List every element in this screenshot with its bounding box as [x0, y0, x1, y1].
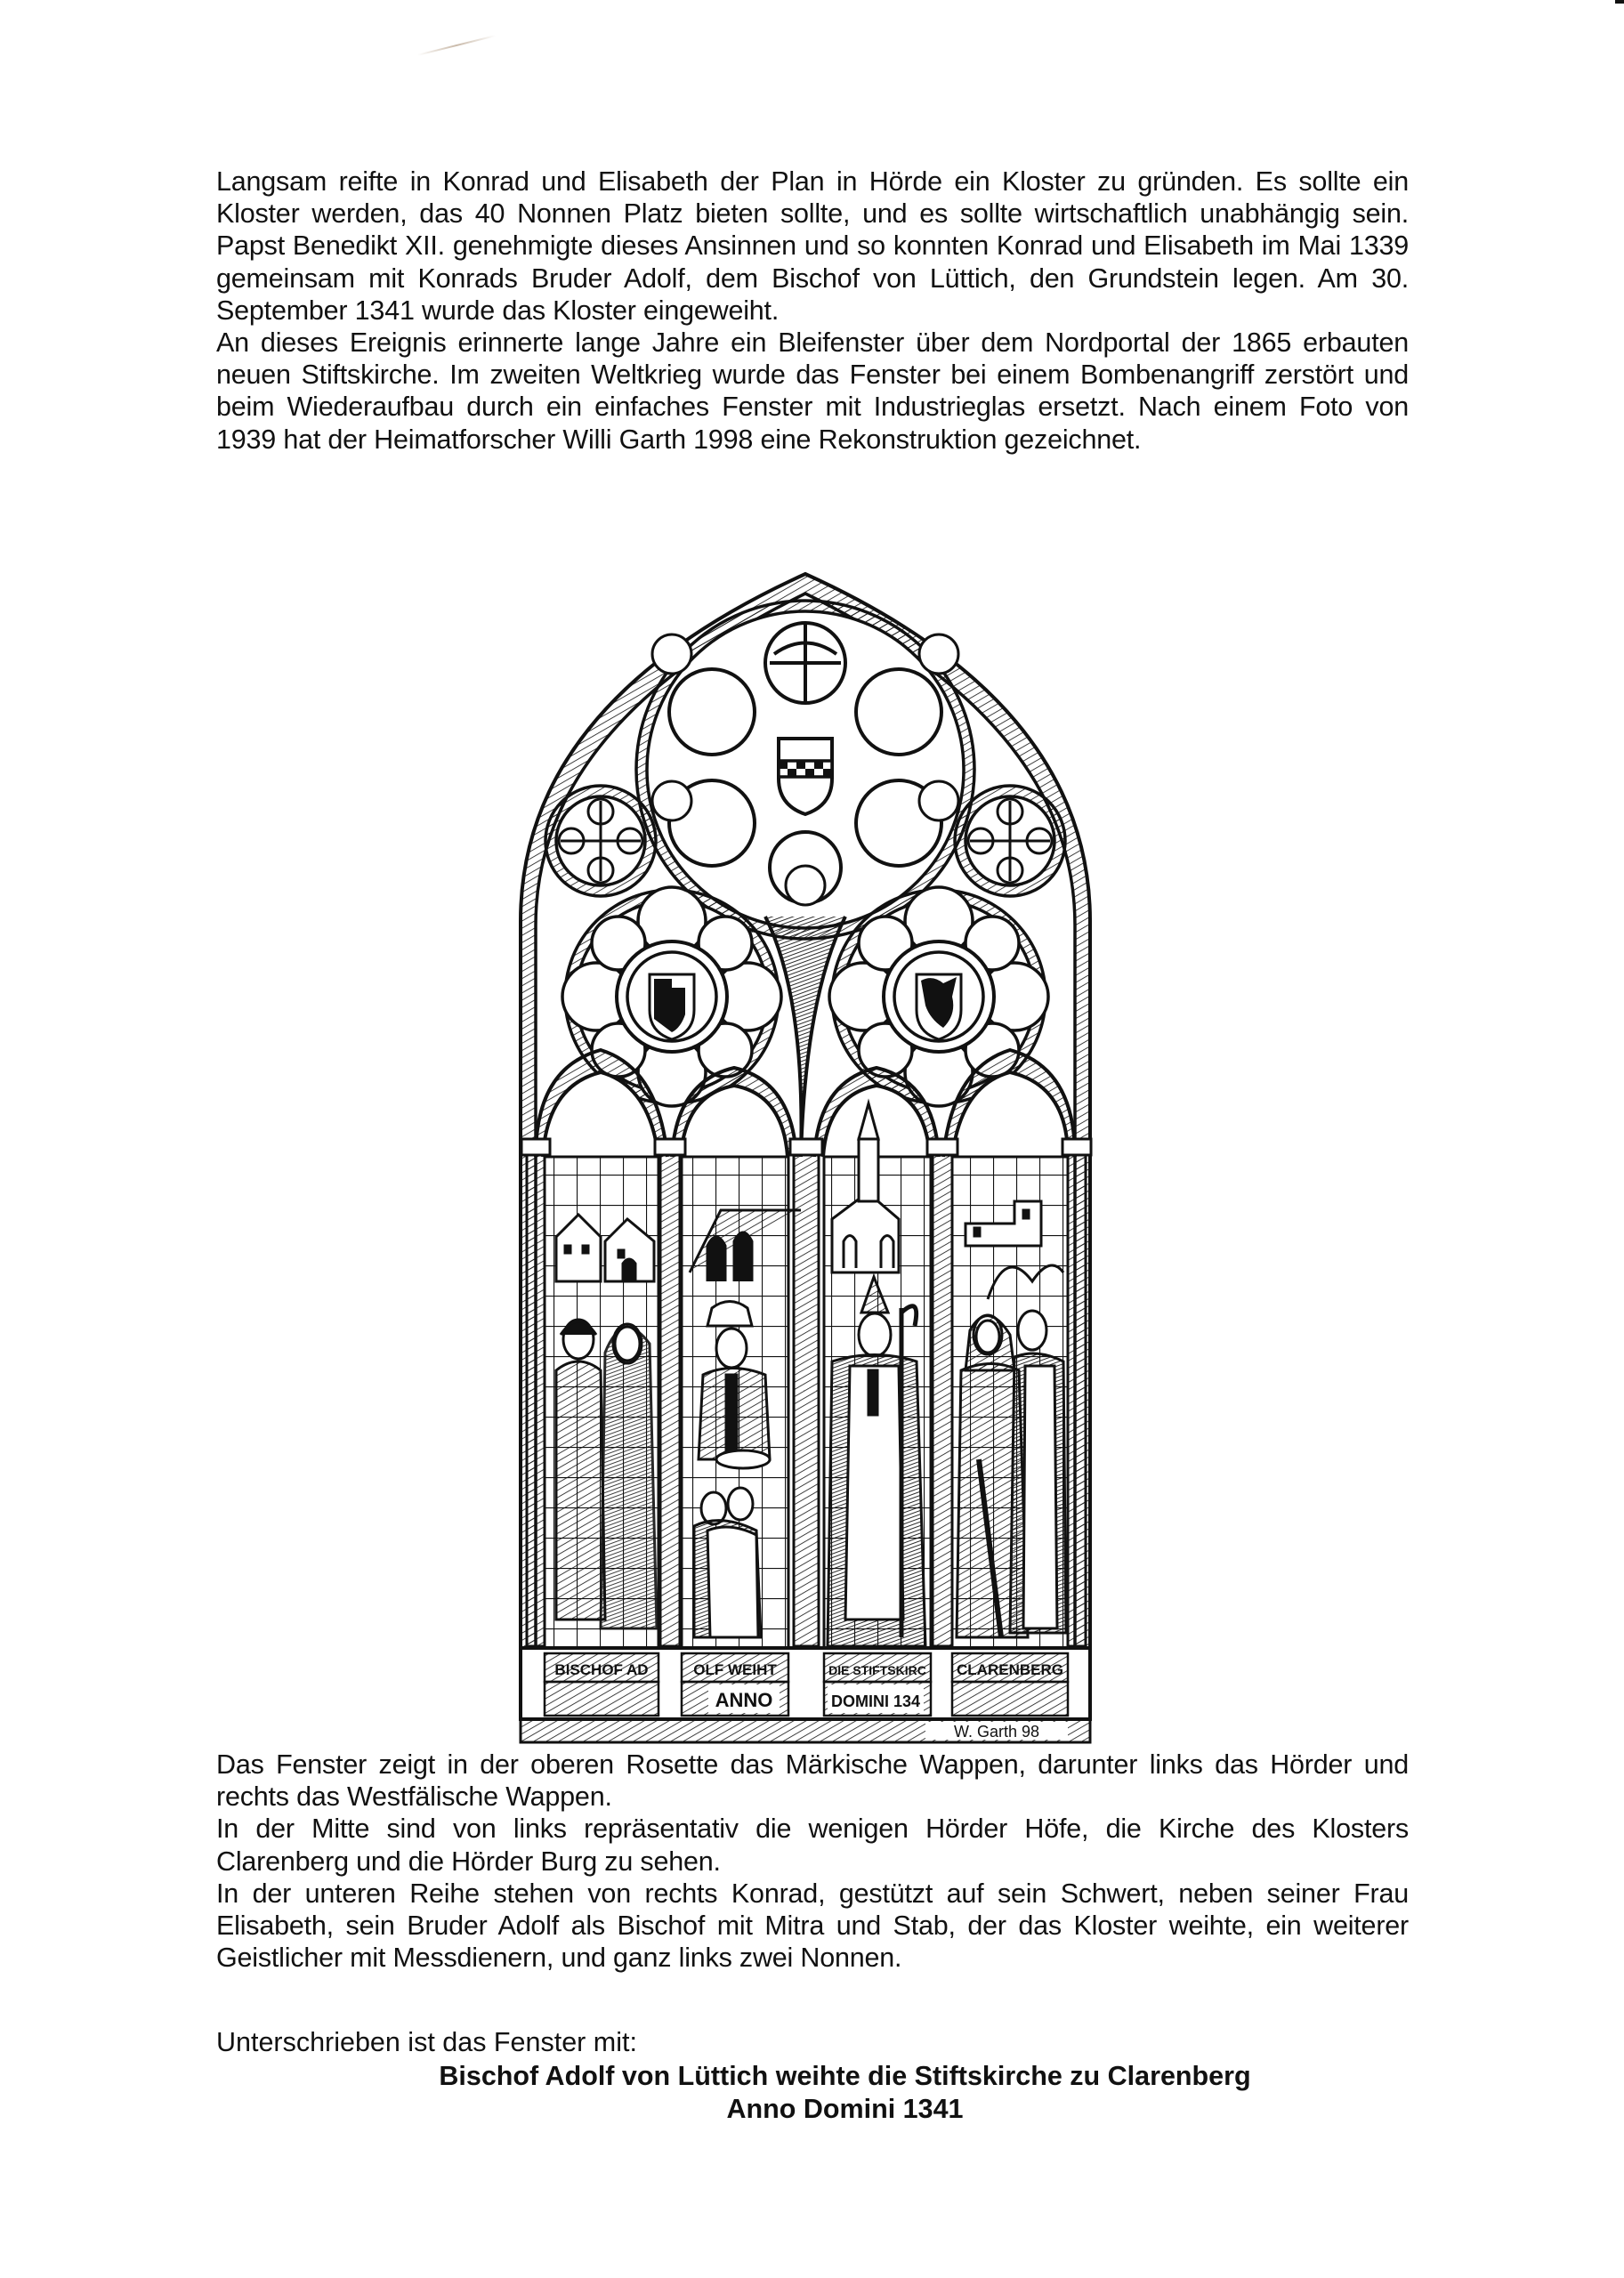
signature-strip — [521, 1719, 1090, 1742]
paragraph-founding: Langsam reifte in Konrad und Elisabeth der Plan in Hörde ein Kloster zu gründen. Es sollte ein Kloster werden, das 40 Nonnen Platz bieten sollte, und es sollte wirtschaftlich unabhängig sein. Papst Benedikt XII. genehmigte dieses Ansinnen und so konnten Konrad und Elisabeth im Mai 1339 gemeinsam mit Konrads Bruder Adolf, dem Bischof von Lüttich, den Grundstein legen. Am 30. September 1341 wurde das Kloster eingeweiht. — [216, 166, 1409, 326]
coat-of-arms-mark — [779, 739, 832, 814]
inscription-text: DOMINI 134 — [830, 1692, 921, 1710]
inscription-text: BISCHOF AD — [554, 1661, 649, 1678]
paragraph-coats-of-arms: Das Fenster zeigt in der oberen Rosette das Märkische Wappen, darunter links das Hörder und rechts das Westfälische Wappen. — [216, 1749, 1409, 1813]
inscription-text: OLF WEIHT — [693, 1661, 777, 1678]
signature-date-line: Anno Domini 1341 — [726, 2094, 964, 2124]
inscription-text: ANNO — [715, 1689, 773, 1711]
inscription-text: DIE STIFTSKIRC — [828, 1663, 926, 1677]
scan-scratch-mark — [417, 35, 496, 56]
inscription-band — [521, 1648, 1090, 1719]
signature-inscription-line: Bischof Adolf von Lüttich weihte die Stiftskirche zu Clarenberg — [439, 2061, 1251, 2091]
description-text — [216, 1749, 1409, 1974]
stained-glass-window-drawing — [507, 570, 1103, 1744]
artist-signature: W. Garth 98 — [953, 1723, 1040, 1741]
paragraph-lower-figures: In der unteren Reihe stehen von rechts Konrad, gestützt auf sein Schwert, neben seiner Frau Elisabeth, sein Bruder Adolf als Bischof mit Mitra und Stab, der das Kloster weihte, ein weiterer Geistlicher mit Messdienern, und ganz links zwei Nonnen. — [216, 1878, 1409, 1974]
paragraph-window-history: An dieses Ereignis erinnerte lange Jahre ein Bleifenster über dem Nordportal der 1865 erbauten neuen Stiftskirche. Im zweiten Weltkrieg wurde das Fenster bei einem Bombenangriff zerstört und beim Wiederaufbau durch ein einfaches Fenster mit Industrieglas ersetzt. Nach einem Foto von 1939 hat der Heimatforscher Willi Garth 1998 eine Rekonstruktion gezeichnet. — [216, 327, 1409, 455]
scan-edge-mark — [1615, 0, 1624, 4]
signature-intro: Unterschrieben ist das Fenster mit: — [216, 2027, 637, 2057]
paragraph-middle-scenes: In der Mitte sind von links repräsentativ die wenigen Hörder Höfe, die Kirche des Klosters Clarenberg und die Hörder Burg zu sehen. — [216, 1814, 1409, 1877]
intro-text — [216, 166, 1409, 456]
inscription-text: CLARENBERG — [957, 1661, 1063, 1678]
